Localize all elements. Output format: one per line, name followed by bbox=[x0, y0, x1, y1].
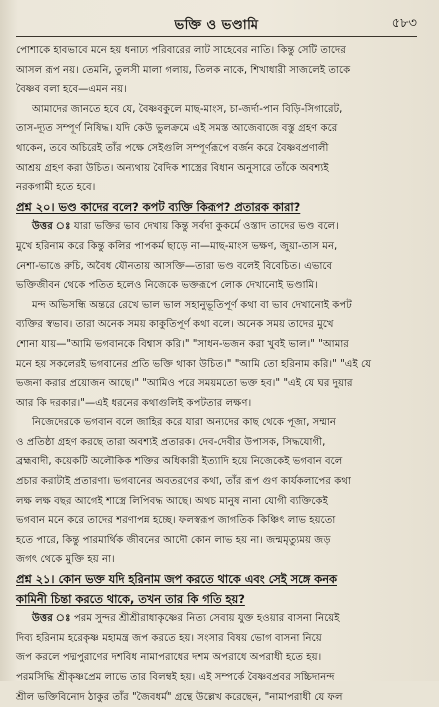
paragraph-line: পরম সুন্দর শ্রীশ্রীরাধাকৃষ্ণের নিত্য সেবায় যুক্ত হওয়ার বাসনা নিয়েই bbox=[73, 613, 340, 625]
paragraph-line: নেশা-ভাঙে রুচি, অবৈধ যৌনতায় আসক্তি—তারা ভণ্ড বলেই বিবেচিত। এভাবে bbox=[16, 260, 333, 272]
paragraph-line: যারা ভক্তির ভাব দেখায় কিন্তু সর্বদা কুকর্মে ওস্তাদ তাদের ভণ্ড বলে। bbox=[73, 221, 339, 233]
paragraph-line: মন্দ অভিসন্ধি অন্তরে রেখে ভাল ভাল সহানুভূতিপূর্ণ কথা বা ভাব দেখানোই কপট bbox=[32, 299, 352, 311]
paragraph-line: ভক্তিজীবন থেকে পতিত হলেও নিজেকে ভক্তরূপে লোক দেখানোই ভণ্ডামি। bbox=[16, 280, 318, 292]
paragraph-line: ভজনা করার প্রয়োজন আছে।" "আমিও পরে সময়মতো ভক্ত হব।" "এই যে ঘর দুয়ার bbox=[16, 378, 353, 390]
paragraph-line: বৈষ্ণব বলা হবে—এমন নয়। bbox=[16, 84, 127, 96]
paragraph-line: ব্রহ্মবাদী, কয়েকটি অলৌকিক শক্তির অধিকারী ইত্যাদি হয়ে নিজেকেই ভগবান বলে bbox=[16, 456, 343, 468]
paragraph-line: পোশাকে হাবভাবে মনে হয় ধনাঢ্য পরিবারের লাট সাহেবের নাতি। কিন্তু সেটি তাদের bbox=[16, 45, 346, 56]
page-number: ৫৮৩ bbox=[391, 16, 417, 31]
paragraph-line: হতে পারে, কিন্তু পারমার্থিক জীবনের আদৌ কোন লাভ হয় না। জন্মমৃত্যুময় জড় bbox=[16, 534, 331, 546]
answer-20-first-line bbox=[16, 217, 417, 237]
paragraph-line: ও প্রতিষ্ঠা গ্রহণ করছে তারা অবশ্যই প্রতারক। দেব-দেবীর উপাসক, সিদ্ধযোগী, bbox=[16, 436, 326, 448]
paragraph-line: নরকগামী হতে হবে। bbox=[16, 182, 96, 194]
paragraph-line: আসল রূপ নয়। তেমনি, তুলসী মালা গলায়, তিলক নাকে, শিখাধারী সাজলেই তাকে bbox=[16, 64, 351, 76]
paragraph-line: মনে হয় সকলেরই ভগবানের প্রতি ভক্তি থাকা উচিত।" "আমি তো হরিনাম করি।" "এই যে bbox=[16, 358, 372, 370]
question-21-heading-line1: প্রশ্ন ২১। কোন ভক্ত যদি হরিনাম জপ করতে থাকে এবং সেই সঙ্গে কনক bbox=[16, 572, 337, 587]
paragraph-line: পরমসিদ্ধি শ্রীকৃষ্ণপ্রেম লাভে তার বিলম্বই হয়। এই সম্পর্কে বৈষ্ণবপ্রবর সচ্চিদানন্দ bbox=[16, 672, 335, 683]
paragraph-line: নিজেদেরকে ভগবান বলে জাহির করে যারা অন্যদের কাছ থেকে পূজা, সম্মান bbox=[32, 417, 336, 429]
paragraph-line: প্রচার করাটাই প্রতারণা। ভগবানের অবতরণের কথা, তাঁর রূপ গুণ কার্যকলাপের কথা bbox=[16, 476, 351, 488]
paragraph-line: থাকেন, তবে অচিরেই তাঁর পক্ষে সেইগুলি সম্পূর্ণরূপে বর্জন করে বৈষ্ণবপ্রণালী bbox=[16, 142, 329, 154]
answer-label: উত্তর ঃ bbox=[32, 613, 71, 625]
paragraph-line: মুখে হরিনাম করে কিন্তু কলির পাপকর্ম ছাড়ে না—মাছ-মাংস ভক্ষণ, জুয়া-তাস মন, bbox=[16, 240, 338, 252]
page-header bbox=[16, 14, 417, 34]
paragraph-line: ব্যক্তির স্বভাব। তারা অনেক সময় কাকুতিপূর্ণ কথা বলে। অনেক সময় তাদের মুখে bbox=[16, 319, 334, 331]
paragraph-line: জপ করলে পদ্মপুরাণের দশবিধ নামাপরাধের দশম অপরাধে অপরাধী হতে হয়। bbox=[16, 652, 322, 664]
answer-21-first-line bbox=[16, 609, 417, 629]
paragraph-line: ভগবান মনে করে তাদের শরণাপন্ন হচ্ছে। ফলস্বরূপ জাগতিক কিঞ্চিৎ লাভ হয়তো bbox=[16, 515, 336, 527]
answer-label: উত্তর ঃ bbox=[32, 221, 71, 233]
question-20-heading: প্রশ্ন ২০। ভণ্ড কাদের বলে? কপট ব্যক্তি কিরূপ? প্রতারক কারা? bbox=[16, 199, 301, 214]
paragraph-line: দিব্য হরিনাম হরেকৃষ্ণ মহামন্ত্র জপ করতে হয়। সংসার বিষয় ভোগ বাসনা নিয়ে bbox=[16, 632, 322, 644]
paragraph-line: আর কি দরকার।"—এই ধরনের কথাগুলিই কপটতার লক্ষণ। bbox=[16, 397, 252, 409]
paragraph-line: জগৎ থেকে মুক্তি হয় না। bbox=[16, 554, 115, 566]
paragraph-line: শোনা যায়—"আমি ভগবানকে বিশ্বাস করি।" "সাধন-ভজন করা খুবই ভাল।" "আমার bbox=[16, 338, 349, 350]
paragraph-line: লক্ষ লক্ষ বছর আগেই শাস্ত্রে লিপিবদ্ধ আছে। অথচ মানুষ নানা যোগী ব্যক্তিকেই bbox=[16, 495, 328, 507]
question-21-heading-line2: কামিনী চিন্তা করতে থাকে, তখন তার কি গতি হয়? bbox=[16, 591, 245, 606]
paragraph-line: তাস-দ্যূত সম্পূর্ণ নিষিদ্ধ। যদি কেউ ভুলক্রমে এই সমস্ত আজেবাজে বস্তু গ্রহণ করে bbox=[16, 123, 338, 135]
paragraph-line: আশ্রয় গ্রহণ করা উচিত। অন্যথায় বৈদিক শাস্ত্রের বিধান অনুসারে তাঁকে অবশ্যই bbox=[16, 162, 329, 174]
body-text bbox=[16, 41, 417, 707]
header-rule bbox=[16, 36, 417, 37]
running-title: ভক্তি ও ভণ্ডামি bbox=[174, 18, 259, 33]
paragraph-line: শ্রীল ভক্তিবিনোদ ঠাকুর তাঁর "জৈবধর্ম" গ্রন্থে উল্লেখ করেছেন, "নামাপরাধী যে ফল bbox=[16, 691, 343, 703]
paragraph-line: আমাদের জানতে হবে যে, বৈষ্ণবকুলে মাছ-মাংস, চা-জর্দা-পান বিড়ি-সিগারেট, bbox=[32, 103, 343, 115]
